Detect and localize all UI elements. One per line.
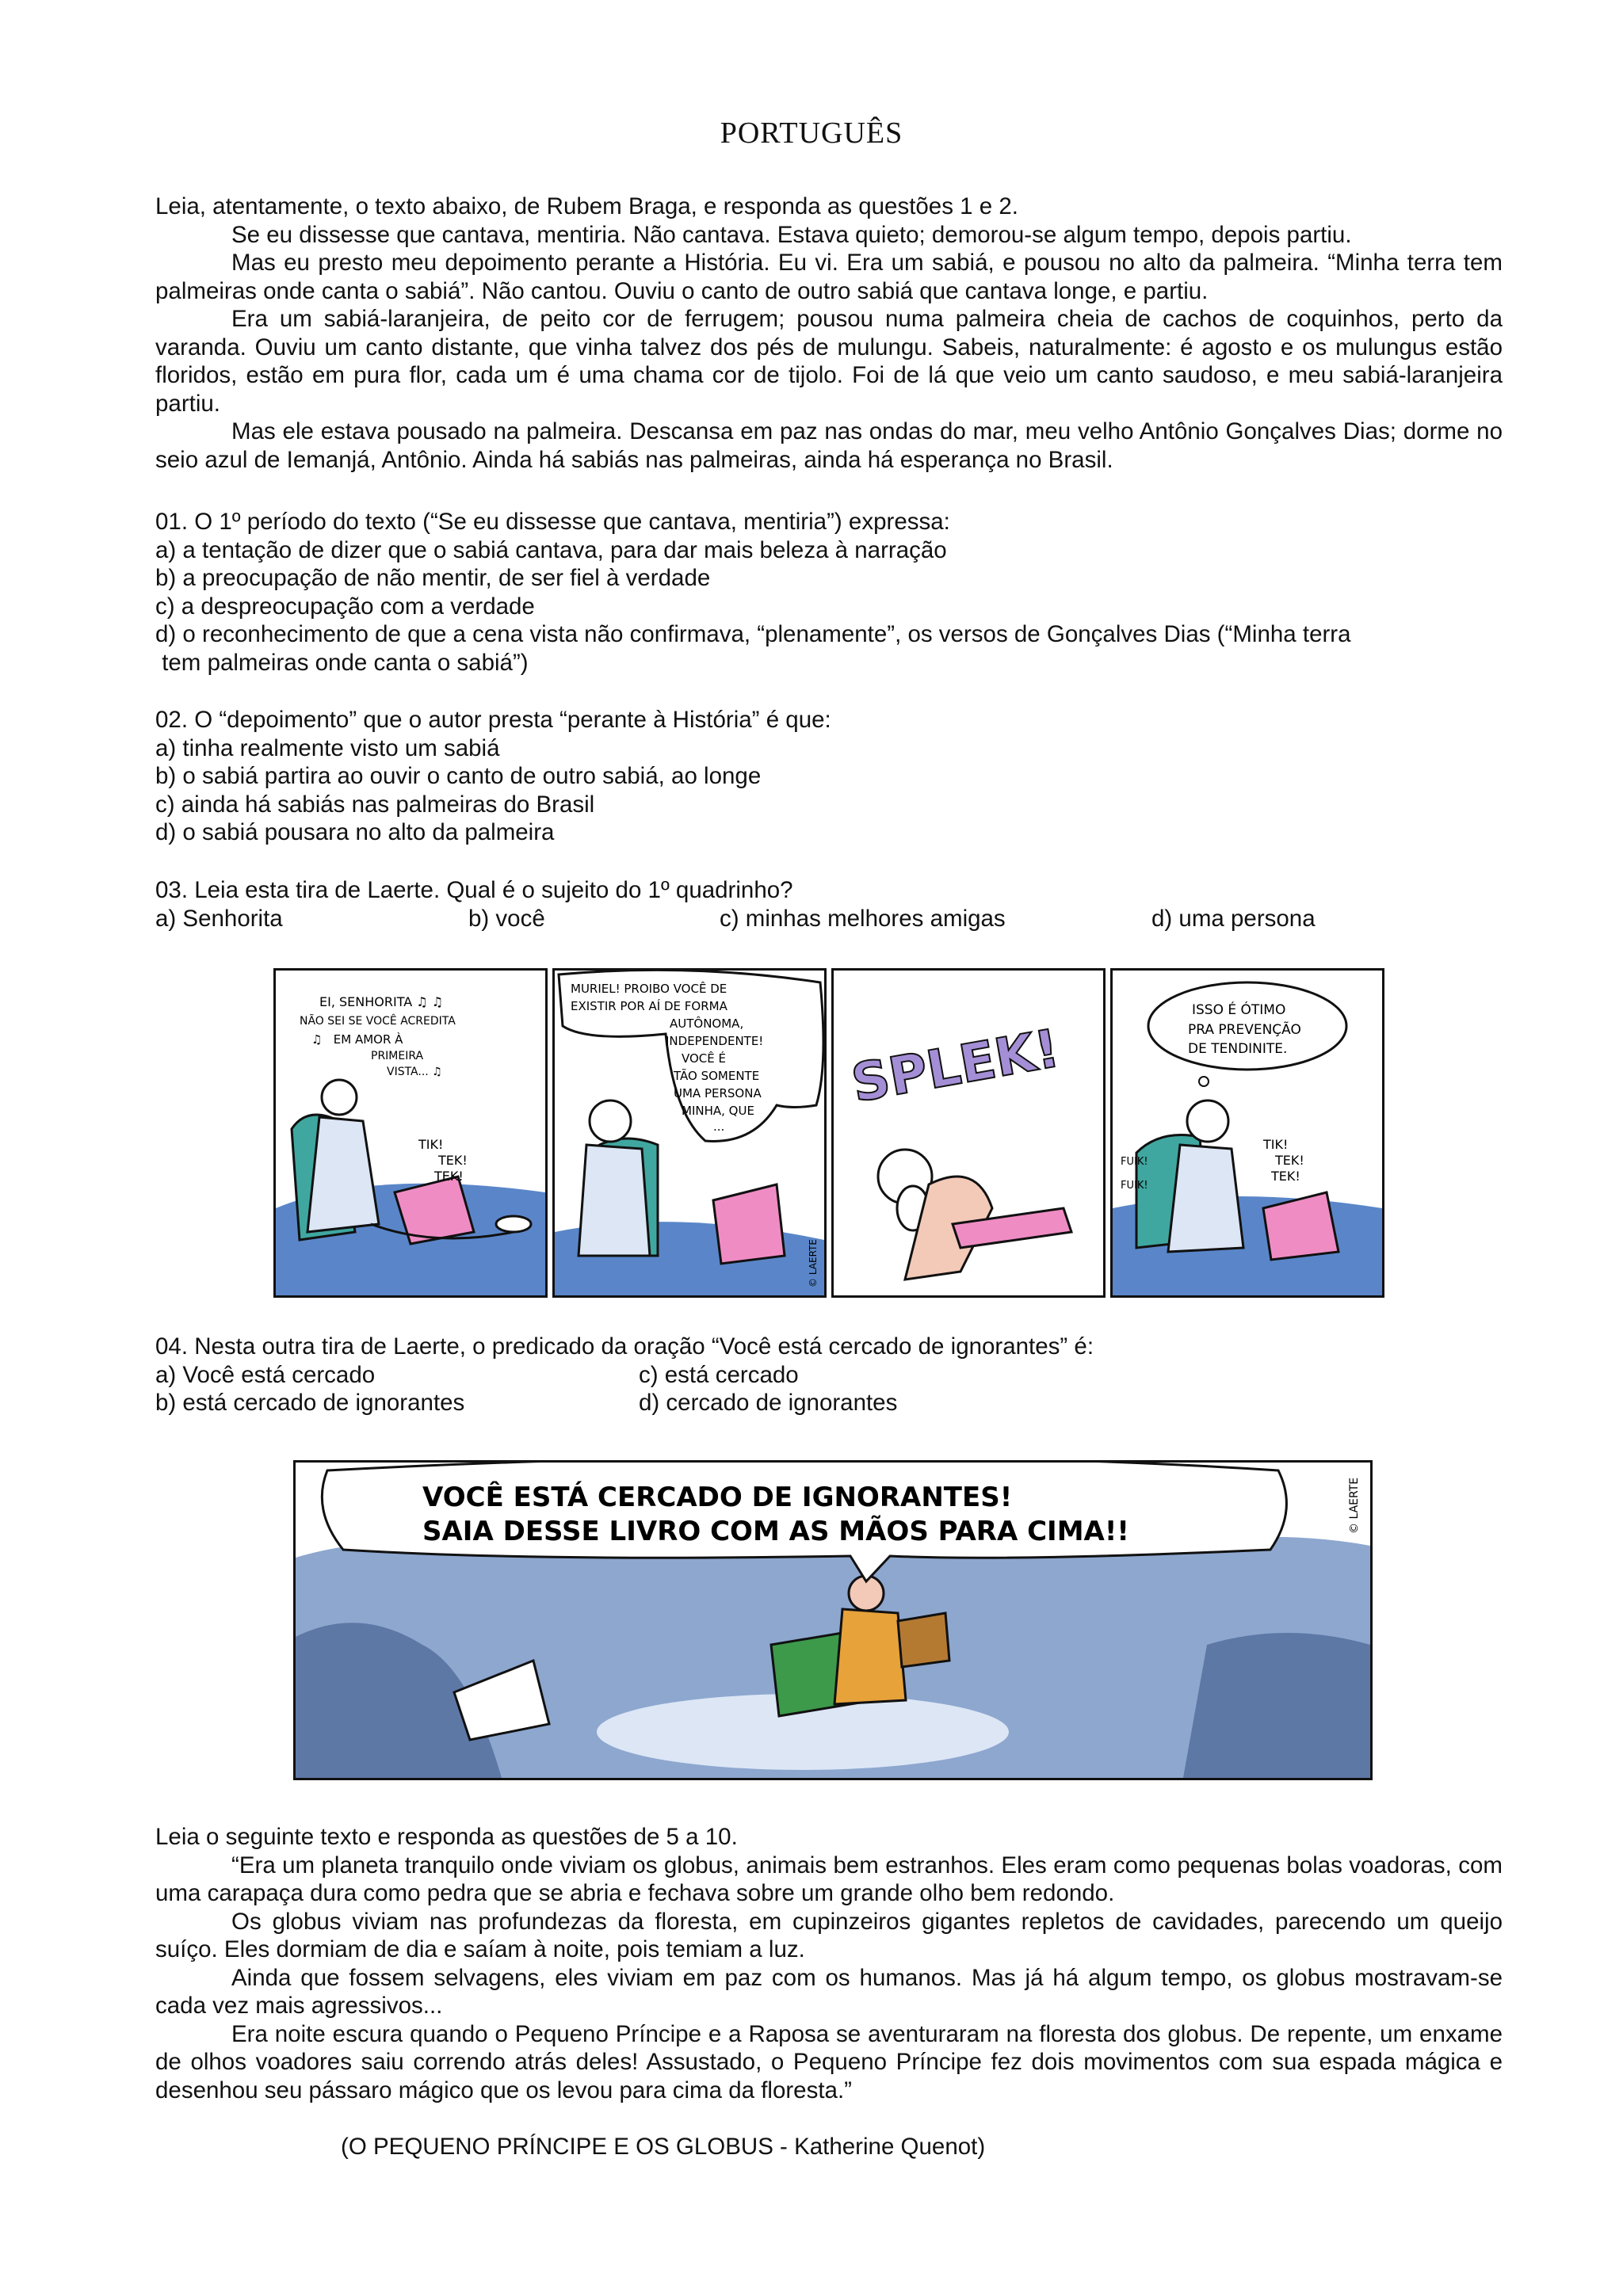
panel1-balloon-line: NÃO SEI SE VOCÊ ACREDITA	[300, 1015, 456, 1028]
text-block-pequeno-principe	[155, 1823, 1503, 2104]
question-option: a) tinha realmente visto um sabiá	[155, 734, 500, 761]
question-3	[155, 876, 1503, 933]
comic2-speech-line: SAIA DESSE LIVRO COM AS MÃOS PARA CIMA!!	[422, 1516, 1129, 1547]
question-stem: 03. Leia esta tira de Laerte. Qual é o sujeito do 1º quadrinho?	[155, 877, 793, 903]
question-option: b) o sabiá partira ao ouvir o canto de outro sabiá, ao longe	[155, 763, 762, 789]
comic2-speech-line: VOCÊ ESTÁ CERCADO DE IGNORANTES!	[422, 1482, 1013, 1513]
panel2-balloon-line: MINHA, QUE	[682, 1104, 754, 1118]
question-option: d) o sabiá pousara no alto da palmeira	[155, 819, 555, 845]
question-1	[155, 508, 1503, 677]
panel4-sfx: FUIK!	[1121, 1156, 1148, 1168]
panel2-balloon-line: EXISTIR POR AÍ DE FORMA	[571, 999, 727, 1013]
comic2-signature: © LAERTE	[1348, 1477, 1361, 1534]
question-option: c) a despreocupação com a verdade	[155, 593, 535, 620]
panel1-sfx: TIK!	[418, 1137, 444, 1152]
question-stem: 02. O “depoimento” que o autor presta “perante à História” é que:	[155, 707, 831, 733]
panel2-balloon-line: ...	[713, 1119, 725, 1134]
panel4-sfx: FUIK!	[1121, 1180, 1148, 1192]
panel2-balloon-line: AUTÔNOMA,	[670, 1016, 744, 1031]
question-option: d) cercado de ignorantes	[639, 1390, 898, 1416]
panel2-balloon-line: VOCÊ É	[682, 1051, 727, 1066]
comic-strip-2	[293, 1460, 1373, 1780]
comic-strip-1	[273, 968, 1387, 1301]
panel2-signature: © LAERTE	[808, 1239, 819, 1287]
panel1-sfx: TEK!	[438, 1153, 468, 1168]
question-option: b) a preocupação de não mentir, de ser fiel à verdade	[155, 565, 711, 591]
text-paragraph: Os globus viviam nas profundezas da floresta, em cupinzeiros gigantes repletos de cavidades, parecendo um queijo suíço. Eles dormiam de dia e saíam à noite, pois temiam a luz.	[155, 1908, 1503, 1962]
question-option: c) ainda há sabiás nas palmeiras do Brasil	[155, 791, 595, 818]
panel1-balloon-line: EI, SENHORITA ♫ ♫	[319, 994, 444, 1009]
question-stem: 01. O 1º período do texto (“Se eu dissesse que cantava, mentiria”) expressa:	[155, 509, 950, 535]
text-paragraph: Ainda que fossem selvagens, eles viviam em paz com os humanos. Mas já há algum tempo, os globus mostravam-se cada vez mais agressivos...	[155, 1964, 1503, 2019]
panel1-sfx: TEK!	[434, 1169, 464, 1184]
question-option: c) está cercado	[639, 1361, 799, 1388]
panel4-balloon-line: PRA PREVENÇÃO	[1188, 1022, 1301, 1038]
text-paragraph: Era um sabiá-laranjeira, de peito cor de ferrugem; pousou numa palmeira cheia de cachos de coquinhos, perto da varanda. Ouviu um canto distante, que vinha talvez dos pés de mulungu. Sabeis, naturalmente: é agosto e os mulungus estão floridos, estão em pura flor, cada um é uma chama cor de tijolo. Foi de lá que veio um canto saudoso, e meu sabiá-laranjeira partiu.	[155, 306, 1503, 417]
comic-panel-3	[831, 968, 1106, 1298]
question-option: c) minhas melhores amigas	[720, 905, 1006, 932]
text-paragraph: Mas ele estava pousado na palmeira. Descansa em paz nas ondas do mar, meu velho Antônio Gonçalves Dias; dorme no seio azul de Iemanjá, Antônio. Ainda há sabiás nas palmeiras, ainda há esperança no Brasil.	[155, 418, 1503, 473]
comic-panel-4-art	[1113, 971, 1382, 1295]
text-paragraph: Era noite escura quando o Pequeno Príncipe e a Raposa se aventuraram na floresta dos globus. De repente, um enxame de olhos voadores saiu correndo atrás deles! Assustado, o Pequeno Príncipe fez dois movimentos com sua espada mágica e desenhou seu pássaro mágico que os levou para cima da floresta.”	[155, 2020, 1503, 2103]
question-option: b) está cercado de ignorantes	[155, 1390, 465, 1416]
panel2-balloon-line: TÃO SOMENTE	[674, 1069, 760, 1083]
question-4	[155, 1333, 1503, 1417]
text-paragraph: “Era um planeta tranquilo onde viviam os globus, animais bem estranhos. Eles eram como pequenas bolas voadoras, com uma carapaça dura como pedra que se abria e fechava sobre um grande olho bem redondo.	[155, 1852, 1503, 1906]
text-block-rubem-braga	[155, 193, 1503, 474]
panel4-sfx: TIK!	[1263, 1137, 1289, 1152]
text-paragraph: Mas eu presto meu depoimento perante a História. Eu vi. Era um sabiá, e pousou no alto da palmeira. “Minha terra tem palmeiras onde canta o sabiá”. Não cantou. Ouviu o canto de outro sabiá que cantava longe, e partiu.	[155, 250, 1503, 304]
panel2-balloon-line: MURIEL! PROIBO VOCÊ DE	[571, 982, 727, 996]
comic-panel-2	[552, 968, 827, 1298]
intro-line: Leia o seguinte texto e responda as questões de 5 a 10.	[155, 1824, 738, 1850]
comic-panel-2-art	[555, 971, 824, 1295]
panel4-sfx: TEK!	[1275, 1153, 1304, 1168]
text-source: (O PEQUENO PRÍNCIPE E OS GLOBUS - Katherine Quenot)	[341, 2134, 986, 2160]
question-option: b) você	[468, 905, 545, 932]
question-option: a) Senhorita	[155, 905, 283, 932]
panel4-balloon-line: DE TENDINITE.	[1188, 1041, 1288, 1057]
question-option: d) uma persona	[1151, 905, 1316, 932]
text-paragraph: Se eu dissesse que cantava, mentiria. Não cantava. Estava quieto; demorou-se algum tempo, depois partiu.	[231, 221, 1352, 248]
comic-strip-2-art	[296, 1463, 1370, 1778]
comic-panel-4	[1110, 968, 1384, 1298]
question-stem: 04. Nesta outra tira de Laerte, o predicado da oração “Você está cercado de ignorantes” é:	[155, 1333, 1094, 1360]
comic-panel-1	[273, 968, 548, 1298]
panel4-balloon-line: ISSO É ÓTIMO	[1192, 1002, 1286, 1018]
question-2	[155, 706, 1503, 847]
comic-panel-3-art	[834, 971, 1103, 1295]
page-title: PORTUGUÊS	[720, 116, 903, 150]
question-option: a) a tentação de dizer que o sabiá cantava, para dar mais beleza à narração	[155, 536, 947, 563]
panel4-sfx: TEK!	[1271, 1169, 1300, 1184]
panel1-balloon-line: PRIMEIRA	[371, 1050, 424, 1062]
comic-panel-1-art	[276, 971, 545, 1295]
panel2-balloon-line: INDEPENDENTE!	[666, 1034, 764, 1048]
question-option: d) o reconhecimento de que a cena vista não confirmava, “plenamente”, os versos de Gonçalves Dias (“Minha terra	[155, 621, 1351, 647]
panel1-balloon-line: VISTA... ♫	[387, 1066, 442, 1078]
question-option: a) Você está cercado	[155, 1361, 376, 1388]
intro-line: Leia, atentamente, o texto abaixo, de Rubem Braga, e responda as questões 1 e 2.	[155, 193, 1018, 219]
panel2-balloon-line: UMA PERSONA	[674, 1086, 762, 1100]
panel1-balloon-line: ♫ EM AMOR À	[311, 1032, 403, 1047]
question-option: tem palmeiras onde canta o sabiá”)	[155, 649, 529, 676]
panel3-sfx-splek: SPLEK!	[846, 1017, 1064, 1115]
